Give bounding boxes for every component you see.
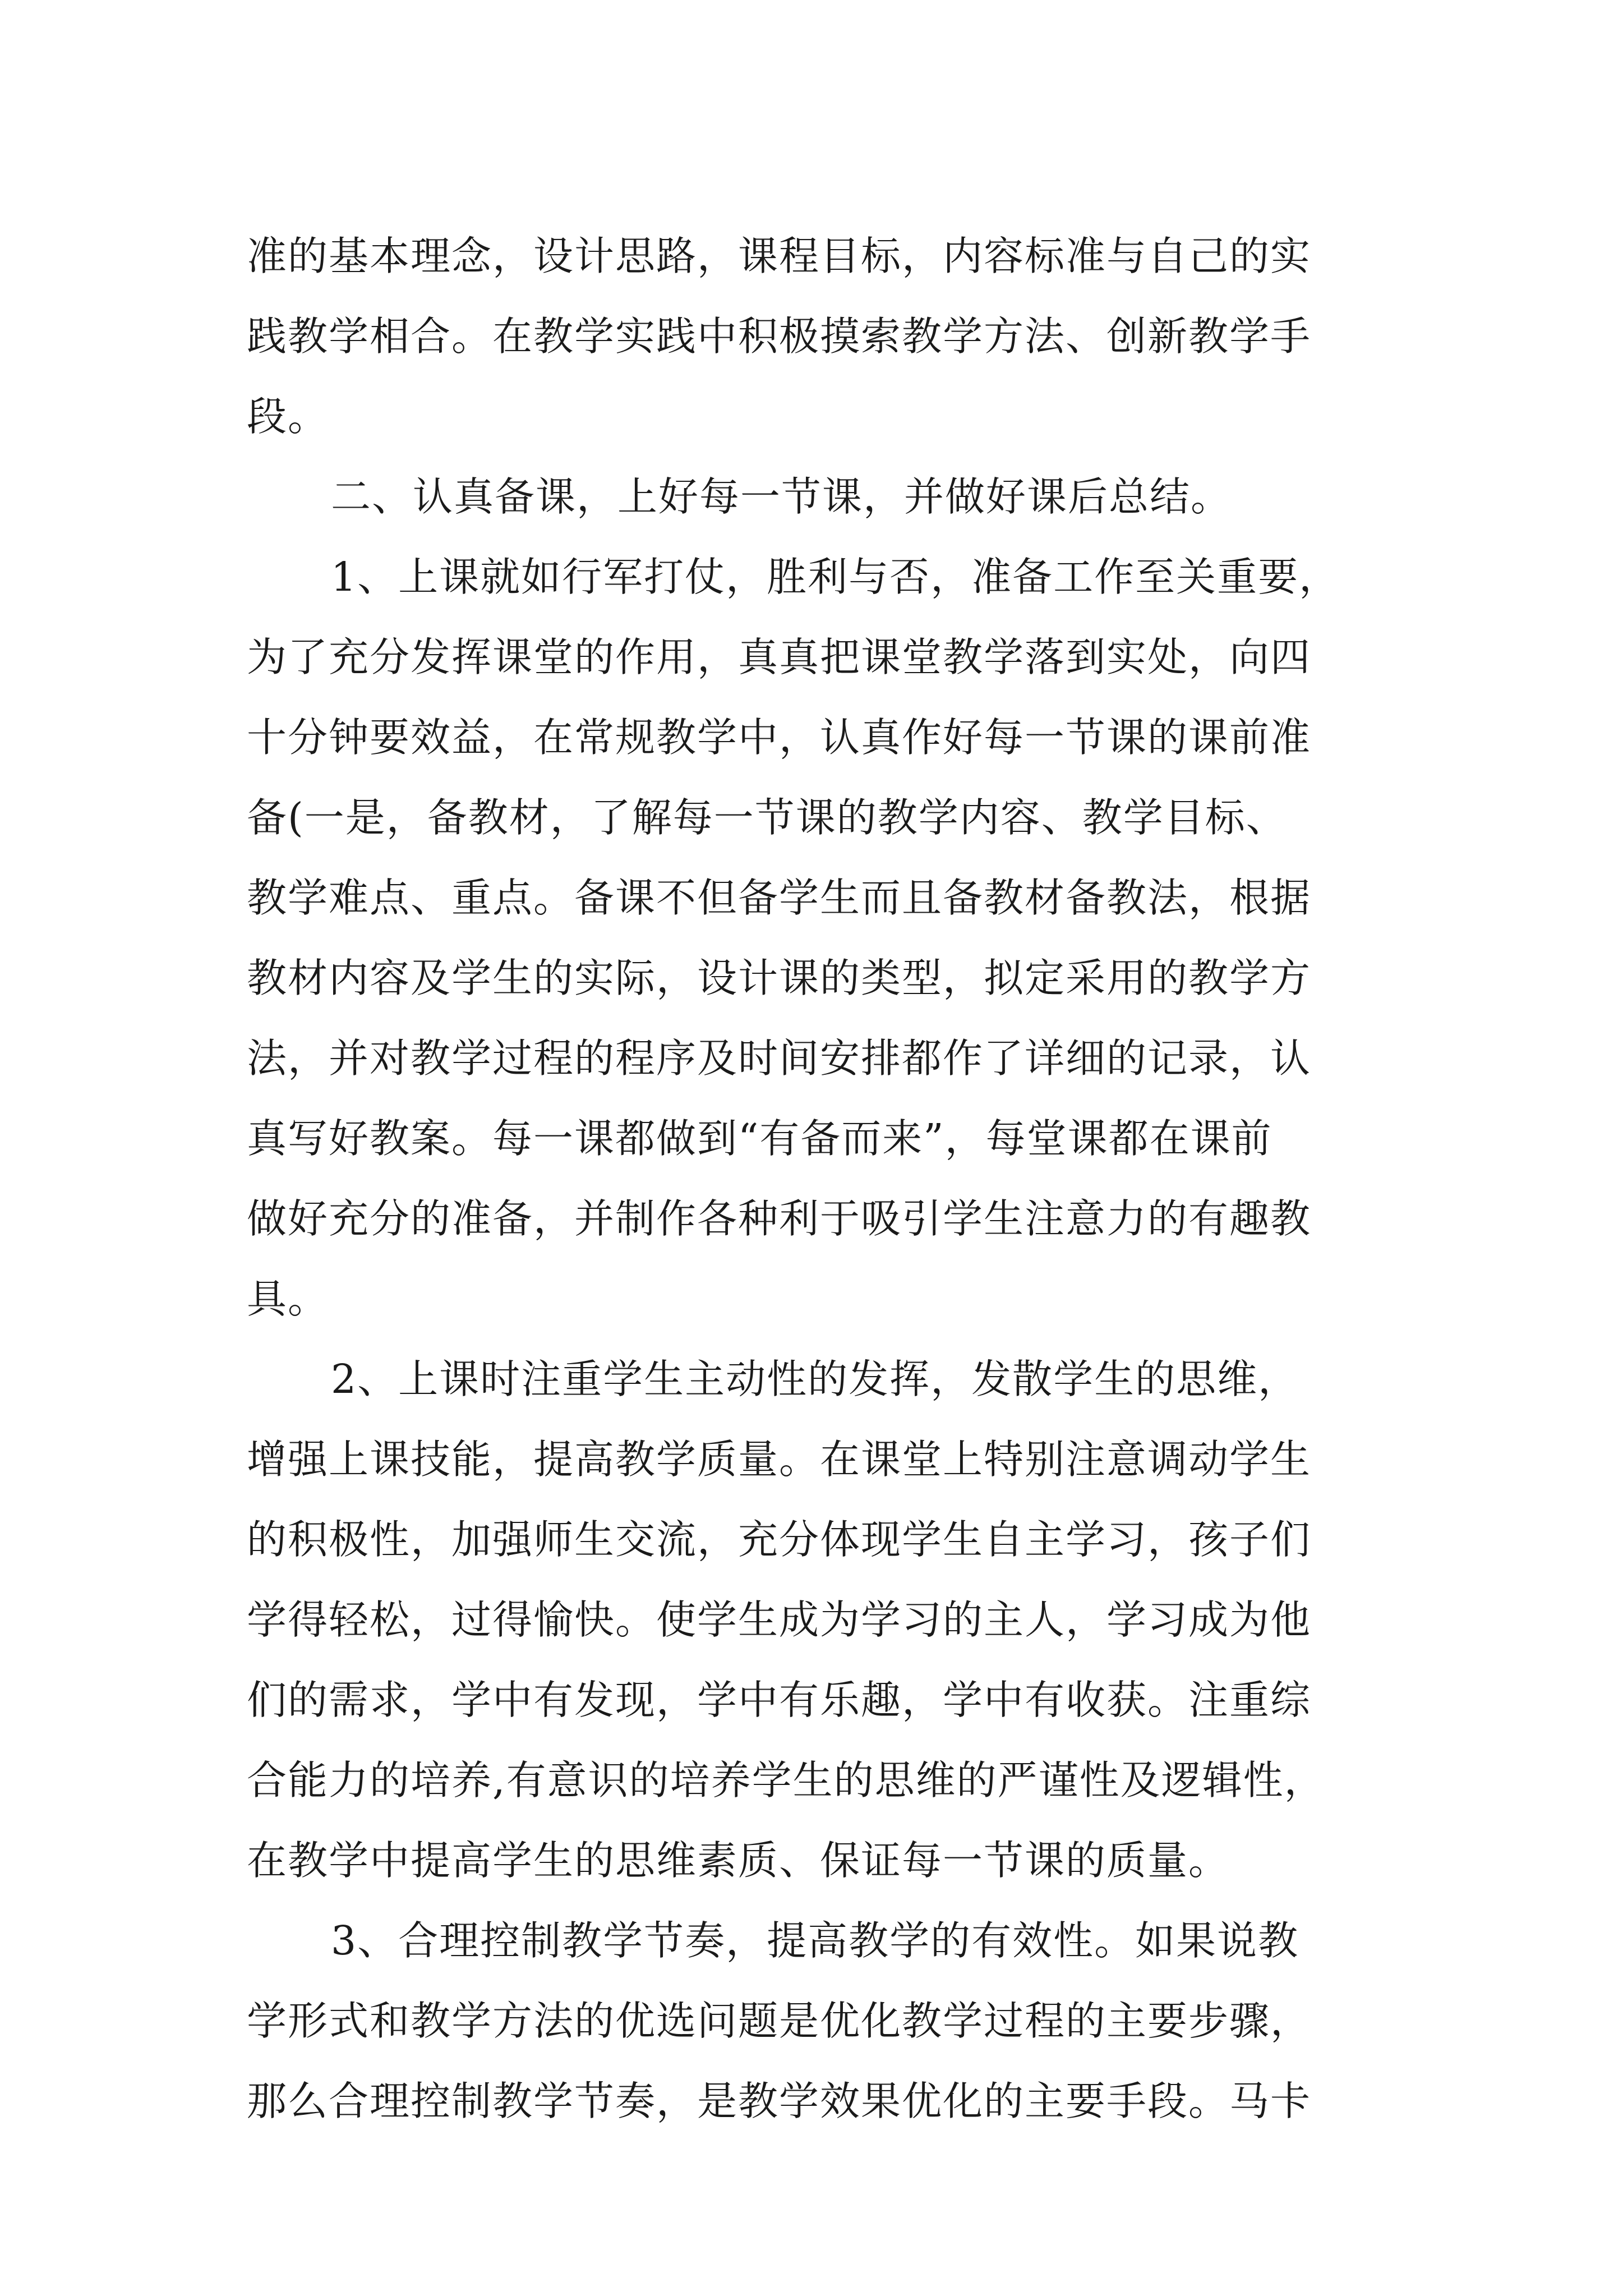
text-line: 教学难点、重点。备课不但备学生而且备教材备教法，根据 xyxy=(247,875,1312,921)
text-line: 法，并对教学过程的程序及时间安排都作了详细的记录，认 xyxy=(247,1035,1312,1082)
paragraph-5 xyxy=(247,1901,1391,2141)
text-line: 增强上课技能，提高教学质量。在课堂上特别注意调动学生 xyxy=(247,1436,1312,1483)
text-line: 具。 xyxy=(247,1276,329,1322)
paragraph-3 xyxy=(247,537,1391,1339)
text-line: 的积极性，加强师生交流，充分体现学生自主学习，孩子们 xyxy=(247,1516,1312,1563)
text-line: 那么合理控制教学节奏，是教学效果优化的主要手段。马卡 xyxy=(247,2078,1312,2124)
text-line: 教材内容及学生的实际，设计课的类型，拟定采用的教学方 xyxy=(247,955,1312,1001)
text-line: 们的需求，学中有发现，学中有乐趣，学中有收获。注重综 xyxy=(247,1677,1312,1723)
paragraph-4 xyxy=(247,1339,1391,1901)
text-line: 学得轻松，过得愉快。使学生成为学习的主人，学习成为他 xyxy=(247,1596,1312,1643)
body-text xyxy=(247,216,1391,2141)
text-line: 为了充分发挥课堂的作用，真真把课堂教学落到实处，向四 xyxy=(247,634,1312,680)
section-heading: 二、认真备课，上好每一节课，并做好课后总结。 xyxy=(331,473,1232,520)
text-line: 做好充分的准备，并制作各种利于吸引学生注意力的有趣教 xyxy=(247,1195,1312,1242)
text-line: 准的基本理念，设计思路，课程目标，内容标准与自己的实 xyxy=(247,233,1312,279)
text-line: 十分钟要效益，在常规教学中，认真作好每一节课的课前准 xyxy=(247,714,1312,761)
text-line: 在教学中提高学生的思维素质、保证每一节课的质量。 xyxy=(247,1837,1230,1884)
text-line: 真写好教案。每一课都做到“有备而来”，每堂课都在课前 xyxy=(247,1115,1272,1162)
text-line: 践教学相合。在教学实践中积极摸索教学方法、创新教学手 xyxy=(247,313,1312,360)
paragraph-1 xyxy=(247,216,1391,457)
text-line: 段。 xyxy=(247,393,329,440)
paragraph-2 xyxy=(247,457,1391,537)
text-line: 合能力的培养,有意识的培养学生的思维的严谨性及逻辑性， xyxy=(247,1757,1325,1803)
text-line: 2、上课时注重学生主动性的发挥，发散学生的思维， xyxy=(331,1356,1299,1402)
text-line: 3、合理控制教学节奏，提高教学的有效性。如果说教 xyxy=(331,1917,1299,1964)
text-line: 备(一是，备教材，了解每一节课的教学内容、教学目标、 xyxy=(247,794,1287,841)
text-line: 学形式和教学方法的优选问题是优化教学过程的主要步骤， xyxy=(247,1998,1312,2044)
text-line: 1、上课就如行军打仗，胜利与否，准备工作至关重要， xyxy=(331,554,1340,600)
